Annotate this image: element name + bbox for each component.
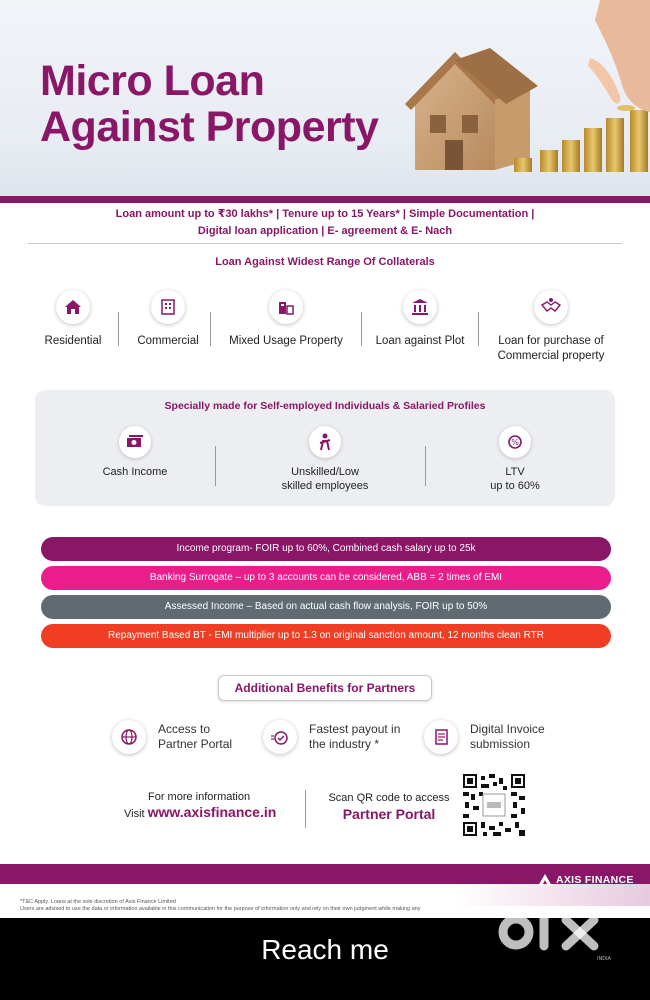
benefit-partner-portal <box>112 720 252 760</box>
collateral-label-line-2: Commercial property <box>497 350 605 362</box>
collateral-label: Residential <box>44 335 102 347</box>
more-info-block <box>124 790 276 822</box>
benefit-line-1: Digital Invoice <box>470 722 545 736</box>
collateral-commercial-purchase <box>486 290 616 364</box>
benefit-digital-invoice <box>424 720 574 760</box>
separator <box>361 312 362 346</box>
collateral-commercial <box>128 290 208 349</box>
collateral-residential <box>38 290 108 349</box>
collateral-mixed-usage <box>220 290 352 349</box>
mixed-building-icon <box>269 290 303 324</box>
terms-line-2: Users are advised to use the data or information available in this communication for the purpose of information only and rely on their own judgment while making any <box>20 906 421 912</box>
divider <box>28 243 622 244</box>
brand-logo <box>538 874 634 886</box>
terms-line-1: *T&C Apply. Loans at the sole discretion of Axis Finance Limited <box>20 899 176 905</box>
loan-highlights <box>0 206 650 240</box>
benefits-title: Additional Benefits for Partners <box>218 675 432 701</box>
building-icon <box>151 290 185 324</box>
title-line-2: Against Property <box>40 103 379 151</box>
reach-me-caption: Reach me <box>261 934 389 965</box>
olx-india-label: INDIA <box>597 956 611 962</box>
collaterals-title: Loan Against Widest Range Of Collaterals <box>215 256 435 268</box>
house-icon <box>56 290 90 324</box>
olx-watermark-logo <box>496 900 616 964</box>
title-line-1: Micro Loan <box>40 57 265 105</box>
separator <box>210 312 211 346</box>
scan-block <box>328 791 450 823</box>
profile-label: Cash Income <box>102 466 168 478</box>
globe-icon <box>112 720 146 754</box>
website-link[interactable]: www.axisfinance.in <box>147 804 277 820</box>
ltv-icon <box>499 426 531 458</box>
scan-label: Scan QR code to access <box>328 792 450 804</box>
program-assessed-income-bar: Assessed Income – Based on actual cash flow analysis, FOIR up to 50% <box>41 595 611 619</box>
profile-label-line-2: up to 60% <box>490 480 540 492</box>
visit-label: Visit <box>124 808 148 820</box>
benefit-line-2: the industry * <box>309 737 380 751</box>
profiles-panel <box>35 390 615 506</box>
worker-icon <box>309 426 341 458</box>
page-title <box>40 58 378 150</box>
collateral-label-line-1: Loan for purchase of <box>498 335 604 347</box>
axis-logo-icon <box>538 874 552 886</box>
cash-icon <box>119 426 151 458</box>
highlights-line-1: Loan amount up to ₹30 lakhs* | Tenure up to 15 Years* | Simple Documentation | <box>115 208 535 220</box>
separator <box>118 312 119 346</box>
separator <box>425 446 426 486</box>
svg-text:%: % <box>511 438 519 447</box>
profile-unskilled <box>265 426 385 493</box>
benefit-fastest-payout <box>263 720 423 760</box>
collateral-label: Commercial <box>137 335 199 347</box>
invoice-icon <box>424 720 458 754</box>
separator <box>305 790 306 828</box>
profile-label-line-1: LTV <box>505 466 525 478</box>
qr-code[interactable] <box>463 774 525 836</box>
benefit-line-2: Partner Portal <box>158 737 233 751</box>
brand-name: AXIS FINANCE <box>556 874 634 886</box>
program-repayment-bt-bar: Repayment Based BT - EMI multiplier up to 1.3 on original sanction amount, 12 months clean RTR <box>41 624 611 648</box>
collateral-label: Loan against Plot <box>375 335 465 347</box>
profiles-title: Specially made for Self-employed Individuals & Salaried Profiles <box>164 400 486 412</box>
separator <box>478 312 479 346</box>
profile-label-line-1: Unskilled/Low <box>291 466 359 478</box>
collaterals-row <box>28 290 622 380</box>
collateral-label: Mixed Usage Property <box>229 335 343 347</box>
more-info-label: For more information <box>148 791 251 803</box>
separator <box>215 446 216 486</box>
stopwatch-icon <box>263 720 297 754</box>
program-banking-surrogate-bar: Banking Surrogate – up to 3 accounts can be considered, ABB = 2 times of EMI <box>41 566 611 590</box>
profile-label-line-2: skilled employees <box>281 480 369 492</box>
partner-portal-label: Partner Portal <box>342 806 436 822</box>
house-and-coins-illustration <box>390 0 650 198</box>
profile-cash-income <box>85 426 185 479</box>
highlights-line-2: Digital loan application | E- agreement & E- Nach <box>197 225 453 237</box>
handshake-icon <box>534 290 568 324</box>
hero-banner <box>0 0 650 198</box>
benefit-line-1: Access to <box>158 722 211 736</box>
hero-divider-band <box>0 196 650 203</box>
institution-icon <box>403 290 437 324</box>
benefit-line-1: Fastest payout in <box>309 722 401 736</box>
benefit-line-2: submission <box>470 737 531 751</box>
collateral-plot <box>370 290 470 349</box>
profile-ltv <box>465 426 565 493</box>
program-income-bar: Income program- FOIR up to 60%, Combined cash salary up to 25k <box>41 537 611 561</box>
